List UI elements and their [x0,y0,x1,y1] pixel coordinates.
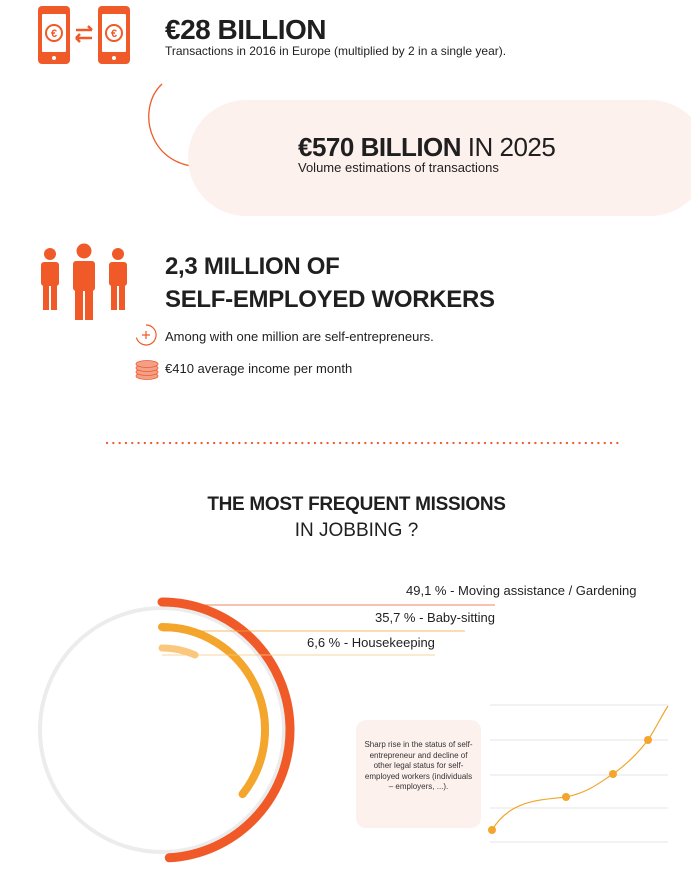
missions-ring-chart [0,560,691,869]
bullet-average-income: €410 average income per month [165,361,353,376]
trend-point [609,770,617,778]
trend-note-text: Sharp rise in the status of self-entrepreneur and decline of other legal status for self-employed workers (individuals – employers, ...). [364,740,473,791]
bullet-self-entrepreneurs: Among with one million are self-entrepreneurs. [165,329,434,344]
trend-point [644,736,652,744]
stat-estimation-value [298,132,555,163]
people-group-icon [34,242,134,324]
workers-heading-line2: SELF-EMPLOYED WORKERS [165,286,495,313]
workers-heading-line1: 2,3 MILLION OF [165,253,340,280]
stat-transactions-caption: Transactions in 2016 in Europe (multiplied by 2 in a single year). [165,44,507,58]
ring-arc-2 [162,648,195,655]
trend-point [488,826,496,834]
plus-circle-icon [134,323,158,347]
stat-estimation-amount: €570 BILLION [298,132,462,162]
stat-estimation-year: IN 2025 [461,132,556,162]
trend-line [492,706,668,830]
missions-subtitle: IN JOBBING ? [294,520,419,541]
workers-heading [165,250,495,316]
legend-baby-sitting: 35,7 % - Baby-sitting [375,610,495,625]
coins-stack-icon [133,357,161,381]
legend-housekeeping: 6,6 % - Housekeeping [307,635,435,650]
svg-text:€: € [50,28,58,40]
stat-transactions-value: €28 BILLION [165,14,326,45]
phone-transfer-icon [36,4,136,68]
stat-estimation-caption: Volume estimations of transactions [298,160,499,175]
ring-arc-0 [162,602,290,858]
dotted-divider [105,441,625,445]
legend-moving-gardening: 49,1 % - Moving assistance / Gardening [406,583,637,598]
trend-point [562,793,570,801]
missions-title: THE MOST FREQUENT MISSIONS [207,494,506,515]
svg-text:€: € [110,28,118,40]
